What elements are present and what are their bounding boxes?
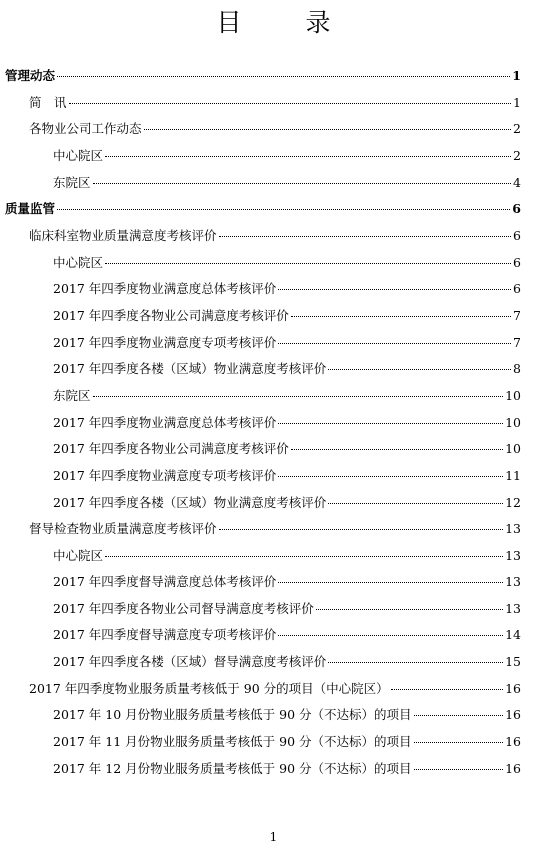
toc-entry[interactable] [29,518,521,540]
dot-leader [278,288,511,290]
toc-entry-page: 6 [512,201,521,216]
toc-entry-label: 2017 年 12 月份物业服务质量考核低于 90 分（不达标）的项目 [53,761,412,776]
toc-entry-page: 16 [505,681,521,696]
toc-entry-label: 2017 年四季度物业满意度总体考核评价 [53,281,277,296]
toc-entry[interactable] [53,172,521,194]
dot-leader [105,555,503,557]
toc-entry-label: 2017 年四季度各物业公司督导满意度考核评价 [53,601,314,616]
toc-entry-page: 12 [505,495,521,510]
toc-entry-label: 中心院区 [53,148,104,163]
toc-entry[interactable] [53,145,521,167]
dot-leader [278,634,503,636]
toc-entry-page: 16 [505,707,521,722]
dot-leader [328,368,511,370]
dot-leader [391,688,503,690]
toc-entry-page: 13 [505,601,521,616]
toc-entry-label: 2017 年 11 月份物业服务质量考核低于 90 分（不达标）的项目 [53,734,412,749]
toc-entry-label: 2017 年四季度物业满意度总体考核评价 [53,415,277,430]
toc-title: 目 录 [216,8,359,37]
toc-entry-label: 2017 年四季度各物业公司满意度考核评价 [53,441,289,456]
page-number: 1 [269,830,278,844]
toc-entry-label: 2017 年四季度督导满意度专项考核评价 [53,627,277,642]
toc-entry-page: 13 [505,548,521,563]
toc-entry[interactable] [53,624,521,646]
dot-leader [328,661,503,663]
toc-entry-page: 10 [505,441,521,456]
toc-entry[interactable] [53,704,521,726]
toc-entry-label: 2017 年四季度物业服务质量考核低于 90 分的项目（中心院区） [29,681,389,696]
toc-entry[interactable] [53,758,521,780]
toc-entry-label: 督导检查物业质量满意度考核评价 [29,521,217,536]
dot-leader [93,182,511,184]
toc-entry-page: 7 [513,335,521,350]
toc-entry-page: 7 [513,308,521,323]
toc-entry-label: 管理动态 [5,68,56,83]
toc-entry[interactable] [53,252,521,274]
dot-leader [291,448,503,450]
dot-leader [328,502,503,504]
toc-entry-page: 10 [505,388,521,403]
toc-entry-label: 2017 年四季度物业满意度专项考核评价 [53,468,277,483]
toc-entry[interactable] [29,225,521,247]
dot-leader [93,395,504,397]
toc-entry-label: 东院区 [53,388,91,403]
toc-entry-page: 13 [505,574,521,589]
toc-entry-page: 1 [513,95,521,110]
dot-leader [219,235,511,237]
toc-entry-page: 8 [513,361,521,376]
toc-entry-page: 6 [513,228,521,243]
toc-entry[interactable] [53,332,521,354]
toc-entry[interactable] [53,278,521,300]
toc-entry-label: 2017 年四季度各物业公司满意度考核评价 [53,308,289,323]
toc-entry-page: 10 [505,415,521,430]
dot-leader [57,208,510,210]
dot-leader [144,128,511,130]
toc-entry[interactable] [53,651,521,673]
toc-entry-page: 4 [513,175,521,190]
dot-leader [278,342,511,344]
toc-entry[interactable] [53,598,521,620]
toc-entry-page: 6 [513,255,521,270]
toc-entry-page: 2 [513,121,521,136]
toc-entry-page: 1 [512,68,521,83]
toc-entry-label: 2017 年四季度各楼（区域）督导满意度考核评价 [53,654,327,669]
toc-entry-label: 2017 年四季度各楼（区域）物业满意度考核评价 [53,495,327,510]
dot-leader [105,155,511,157]
toc-entry[interactable] [53,545,521,567]
toc-entry-page: 14 [505,627,521,642]
toc-entry[interactable] [53,465,521,487]
toc-entry-label: 2017 年四季度物业满意度专项考核评价 [53,335,277,350]
dot-leader [414,768,504,770]
toc-entry[interactable] [53,305,521,327]
toc-entry[interactable] [53,412,521,434]
toc-entry[interactable] [53,438,521,460]
dot-leader [278,475,503,477]
toc-entry-label: 临床科室物业质量满意度考核评价 [29,228,217,243]
toc-entry-label: 2017 年四季度督导满意度总体考核评价 [53,574,277,589]
dot-leader [69,102,511,104]
toc-entry-label: 各物业公司工作动态 [29,121,142,136]
toc-entry-label: 东院区 [53,175,91,190]
dot-leader [219,528,504,530]
dot-leader [414,741,504,743]
toc-entry-page: 16 [505,734,521,749]
dot-leader [57,75,510,77]
toc-entry-label: 质量监管 [5,201,56,216]
toc-entry[interactable] [53,358,521,380]
dot-leader [316,608,503,610]
dot-leader [414,714,504,716]
dot-leader [105,262,511,264]
toc-entry-label: 2017 年 10 月份物业服务质量考核低于 90 分（不达标）的项目 [53,707,412,722]
toc-entry-page: 16 [505,761,521,776]
toc-entry-label: 简 讯 [29,95,67,110]
toc-entry[interactable] [5,65,521,87]
toc-entry[interactable] [53,571,521,593]
dot-leader [278,581,503,583]
toc-entry[interactable] [53,385,521,407]
toc-entry-page: 15 [505,654,521,669]
toc-entry-label: 2017 年四季度各楼（区域）物业满意度考核评价 [53,361,327,376]
toc-entry-page: 11 [505,468,521,483]
toc-entry[interactable] [53,731,521,753]
dot-leader [291,315,511,317]
toc-entry[interactable] [29,118,521,140]
toc-entry[interactable] [29,92,521,114]
dot-leader [278,422,503,424]
toc-entry[interactable] [5,198,521,220]
toc-entry-label: 中心院区 [53,255,104,270]
toc-entry-label: 中心院区 [53,548,104,563]
toc-entry-page: 2 [513,148,521,163]
toc-entry[interactable] [29,678,521,700]
toc-entry[interactable] [53,492,521,514]
toc-entry-page: 13 [505,521,521,536]
toc-entry-page: 6 [513,281,521,296]
